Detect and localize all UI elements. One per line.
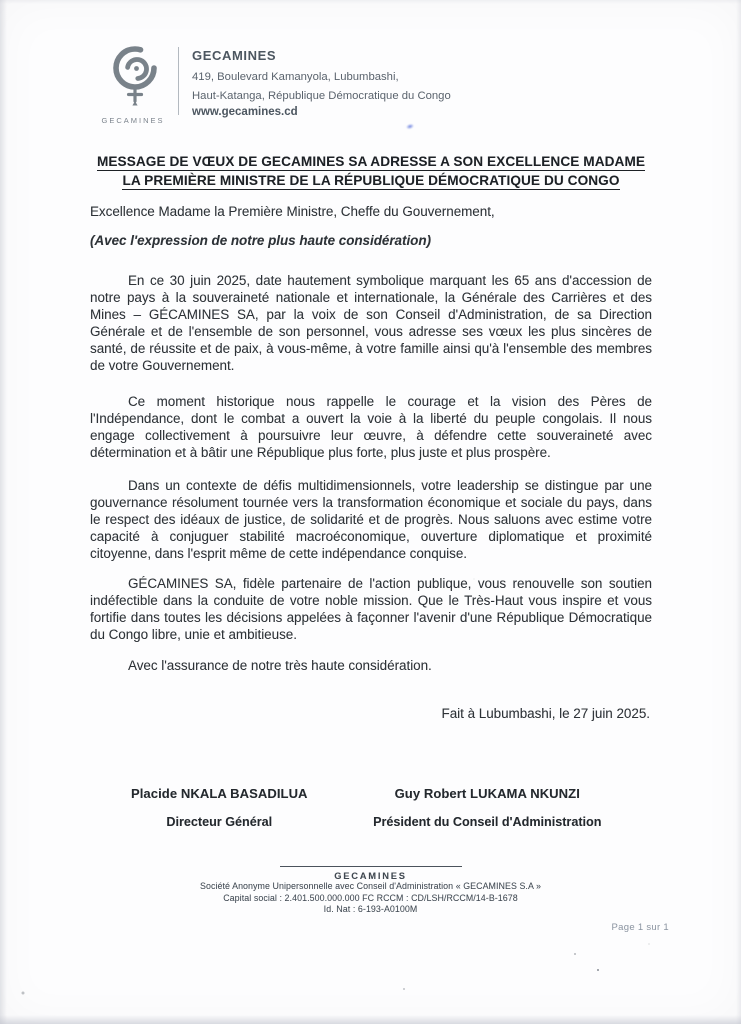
signatory-title: Directeur Général — [166, 815, 273, 829]
letter-paragraph: En ce 30 juin 2025, date hautement symbolique marquant les 65 ans d'accession de notre pays à la souveraineté nationale et internationale, la Générale des Carrières et des Mines – GÉCAMINES SA, par la voix de son Conseil d'Administration, de sa Direction Générale et de l'ensemble de son personnel, vous adresse ses vœux les plus sincères de santé, de réussite et de paix, à vous-même, à votre famille ainsi qu'à l'ensemble des membres de votre Gouvernement. — [90, 273, 652, 373]
blue-pen-mark — [405, 123, 414, 130]
signatory-name: Guy Robert LUKAMA NKUNZI — [394, 786, 580, 801]
letterhead-divider — [178, 47, 179, 115]
footer-legal-line-2: Capital social : 2.401.500.000.000 FC RCCM : CD/LSH/RCCM/14-B-1678 — [223, 892, 518, 903]
page-indicator: Page 1 sur 1 — [611, 922, 669, 933]
letter-title — [90, 152, 652, 190]
signature-board-president — [349, 785, 652, 831]
gecamines-logo-icon — [106, 44, 164, 108]
page-edge-left — [0, 0, 7, 1024]
dateline: Fait à Lubumbashi, le 27 juin 2025. — [441, 706, 650, 721]
page-edge-bottom — [0, 1015, 741, 1024]
address-line-2: Haut-Katanga, République Démocratique du Congo — [192, 89, 451, 102]
signature-director-general — [90, 785, 349, 831]
logo-caption: GECAMINES — [101, 116, 165, 125]
title-line-1: MESSAGE DE VŒUX DE GECAMINES SA ADRESSE A SON EXCELLENCE MADAME — [96, 154, 646, 169]
salutation: Excellence Madame la Première Ministre, Cheffe du Gouvernement, — [90, 204, 495, 219]
signatory-name: Placide NKALA BASADILUA — [130, 786, 308, 801]
page-edge-right — [736, 0, 741, 1024]
website-url: www.gecamines.cd — [192, 106, 298, 118]
signatory-title: Président du Conseil d'Administration — [373, 815, 602, 829]
scan-speckles — [597, 969, 599, 971]
letter-paragraph: Dans un contexte de défis multidimensionnels, votre leadership se distingue par une gouvernance résolument tournée vers la transformation économique et sociale du pays, dans le respect des idéaux de justice, de solidarité et de progrès. Nous saluons avec estime votre capacité à conjuguer stabilité macroéconomique, ouverture diplomatique et proximité citoyenne, dans l'esprit même de cette indépendance conquise. — [90, 478, 652, 561]
title-line-2: LA PREMIÈRE MINISTRE DE LA RÉPUBLIQUE DÉMOCRATIQUE DU CONGO — [122, 173, 620, 188]
footer-company-name: GECAMINES — [334, 871, 407, 881]
footer-rule — [280, 866, 462, 867]
courtesy-formula: (Avec l'expression de notre plus haute considération) — [90, 233, 432, 248]
closing-formula: Avec l'assurance de notre très haute considération. — [128, 658, 432, 673]
company-name: GECAMINES — [192, 48, 277, 63]
gecamines-logo — [101, 44, 166, 125]
letter-footer — [0, 866, 741, 916]
letterhead-text — [192, 44, 451, 118]
address-line-1: 419, Boulevard Kamanyola, Lubumbashi, — [192, 71, 399, 83]
footer-legal-line-3: Id. Nat : 6-193-A0100M — [323, 904, 418, 915]
page-edge-top — [0, 0, 741, 4]
letter-paragraph: GÉCAMINES SA, fidèle partenaire de l'action publique, vous renouvelle son soutien indéfectible dans la conduite de votre noble mission. Que le Très-Haut vous inspire et vous fortifie dans toutes les décisions appelées à façonner l'avenir d'une République Démocratique du Congo libre, unie et ambitieuse. — [90, 576, 652, 642]
letter-paragraph: Ce moment historique nous rappelle le courage et la vision des Pères de l'Indépendance, dont le combat a ouvert la voie à la liberté du peuple congolais. Il nous engage collectivement à poursuivre leur œuvre, à défendre cette souveraineté avec détermination et à bâtir une République plus forte, plus juste et plus prospère. — [90, 394, 652, 460]
signature-block — [90, 785, 652, 831]
footer-legal-line-1: Société Anonyme Unipersonnelle avec Conseil d'Administration « GECAMINES S.A » — [200, 881, 541, 891]
letterhead — [101, 44, 451, 125]
letter-body — [90, 152, 652, 831]
